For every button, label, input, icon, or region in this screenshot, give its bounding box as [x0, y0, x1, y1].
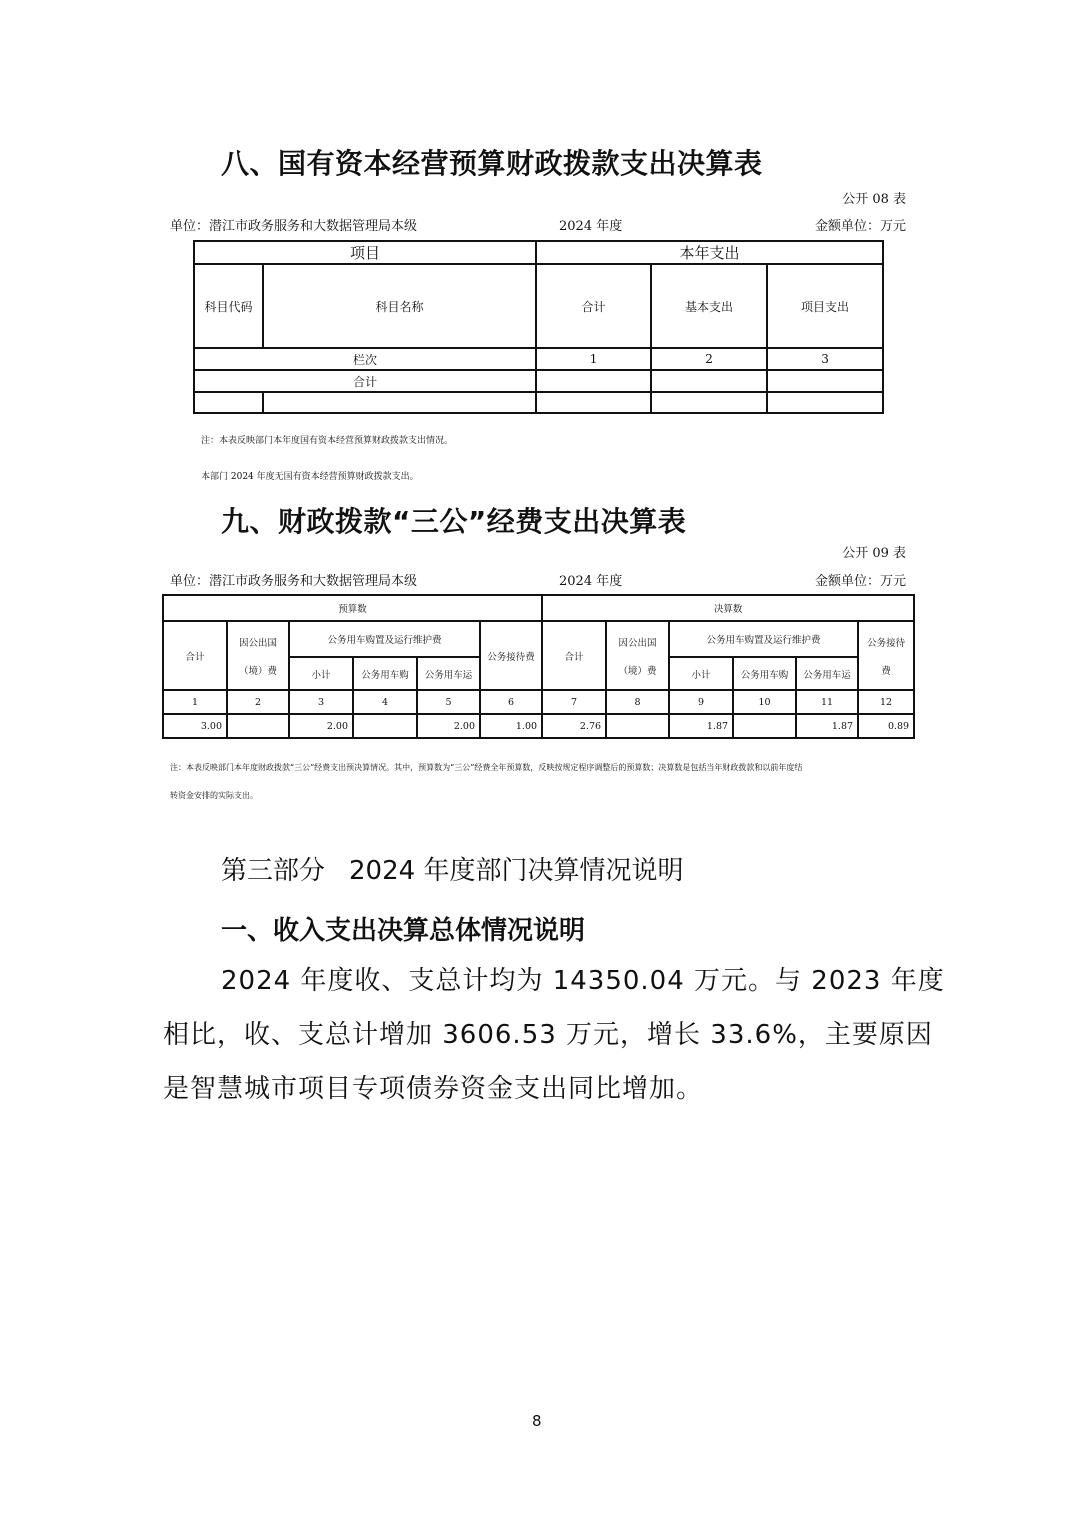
reception-line1: 公务接待: [867, 637, 906, 649]
empty-cell: [536, 370, 651, 392]
seq-cell: 1: [536, 348, 651, 370]
row-total-label: 合计: [194, 370, 536, 392]
section9-note-line1: 注：本表反映部门本年度财政拨款“三公”经费支出预决算情况。其中，预算数为“三公”经费全年预算数，反映按规定程序调整后的预算数；决算数是包括当年财政拨款和以前年度结: [170, 763, 803, 772]
value-cell: [606, 714, 669, 738]
value-cell: [227, 714, 289, 738]
value-cell: 3.00: [163, 714, 227, 738]
seq-cell: 12: [858, 690, 914, 714]
value-cell: 1.87: [669, 714, 733, 738]
abroad-line1: 因公出国: [238, 637, 277, 649]
header-item: 项目: [194, 241, 536, 264]
part3-subtitle: 一、收入支出决算总体情况说明: [221, 916, 586, 946]
section8-form-no: 公开 08 表: [842, 192, 906, 207]
paragraph-line3: 是智慧城市项目专项债券资金支出同比增加。: [163, 1074, 704, 1104]
state-capital-table: [193, 240, 884, 414]
seq-cell: 7: [542, 690, 606, 714]
part3-title: [221, 850, 683, 887]
seq-cell: 3: [767, 348, 883, 370]
section9-year: 2024 年度: [559, 574, 623, 589]
seq-cell: 2: [227, 690, 289, 714]
final-reception-header: [858, 621, 914, 690]
three-public-expenses-table: [162, 594, 915, 739]
budget-abroad-header: [227, 621, 289, 690]
seq-cell: 1: [163, 690, 227, 714]
budget-total-header: 合计: [163, 621, 227, 690]
budget-header: 预算数: [163, 595, 542, 621]
seq-cell: 9: [669, 690, 733, 714]
final-total-header: 合计: [542, 621, 606, 690]
seq-cell: 4: [353, 690, 417, 714]
section8-unit: 单位：潜江市政务服务和大数据管理局本级: [170, 219, 418, 234]
empty-cell: [651, 392, 767, 413]
final-abroad-header: [606, 621, 669, 690]
empty-cell: [194, 392, 263, 413]
final-car-header: 公务用车购置及运行维护费: [669, 621, 858, 657]
value-cell: [353, 714, 417, 738]
section8-amount-unit: 金额单位：万元: [814, 219, 906, 234]
section9-note-line2: 转资金安排的实际支出。: [170, 791, 258, 800]
section9-unit: 单位：潜江市政务服务和大数据管理局本级: [170, 574, 418, 589]
section9-form-no: 公开 09 表: [842, 546, 906, 561]
budget-car-header: 公务用车购置及运行维护费: [289, 621, 480, 657]
paragraph-line1: 2024 年度收、支总计均为 14350.04 万元。与 2023 年度: [221, 966, 945, 996]
section9-amount-unit: 金额单位：万元: [814, 574, 906, 589]
reception-line2: 费: [881, 665, 891, 677]
abroad-line2: （境）费: [618, 665, 657, 677]
empty-cell: [767, 370, 883, 392]
page-number: 8: [532, 1412, 542, 1430]
final-subtotal-header: 小计: [669, 657, 733, 690]
col-name: 科目名称: [263, 264, 536, 348]
seq-cell: 2: [651, 348, 767, 370]
budget-reception-header: 公务接待费: [480, 621, 542, 690]
section8-note-none: 本部门 2024 年度无国有资本经营预算财政拨款支出。: [201, 472, 419, 482]
col-code: 科目代码: [194, 264, 263, 348]
value-cell: 1.87: [796, 714, 858, 738]
seq-cell: 10: [733, 690, 796, 714]
empty-cell: [536, 392, 651, 413]
value-cell: 0.89: [858, 714, 914, 738]
col-basic: 基本支出: [651, 264, 767, 348]
budget-car-buy-header: 公务用车购: [353, 657, 417, 690]
col-project: 项目支出: [767, 264, 883, 348]
part3-title-part: 第三部分: [221, 856, 326, 886]
seq-cell: 5: [417, 690, 480, 714]
final-car-buy-header: 公务用车购: [733, 657, 796, 690]
final-header: 决算数: [542, 595, 914, 621]
budget-subtotal-header: 小计: [289, 657, 353, 690]
paragraph-line2: 相比，收、支总计增加 3606.53 万元，增长 33.6%，主要原因: [163, 1020, 933, 1050]
empty-cell: [767, 392, 883, 413]
abroad-line2: （境）费: [238, 665, 277, 677]
value-cell: 2.00: [417, 714, 480, 738]
section8-note: 注：本表反映部门本年度国有资本经营预算财政拨款支出情况。: [201, 436, 454, 446]
empty-cell: [263, 392, 536, 413]
final-car-run-header: 公务用车运: [796, 657, 858, 690]
value-cell: 2.00: [289, 714, 353, 738]
seq-cell: 6: [480, 690, 542, 714]
section9-title: 九、财政拨款“三公”经费支出决算表: [221, 505, 687, 538]
value-cell: 2.76: [542, 714, 606, 738]
seq-cell: 11: [796, 690, 858, 714]
seq-cell: 3: [289, 690, 353, 714]
empty-cell: [651, 370, 767, 392]
value-cell: [733, 714, 796, 738]
budget-car-run-header: 公务用车运: [417, 657, 480, 690]
section8-year: 2024 年度: [559, 219, 623, 234]
part3-title-rest: 2024 年度部门决算情况说明: [349, 856, 684, 886]
abroad-line1: 因公出国: [618, 637, 657, 649]
row-seq-label: 栏次: [194, 348, 536, 370]
header-year-expense: 本年支出: [536, 241, 883, 264]
section8-title: 八、国有资本经营预算财政拨款支出决算表: [221, 147, 763, 180]
value-cell: 1.00: [480, 714, 542, 738]
seq-cell: 8: [606, 690, 669, 714]
col-total: 合计: [536, 264, 651, 348]
